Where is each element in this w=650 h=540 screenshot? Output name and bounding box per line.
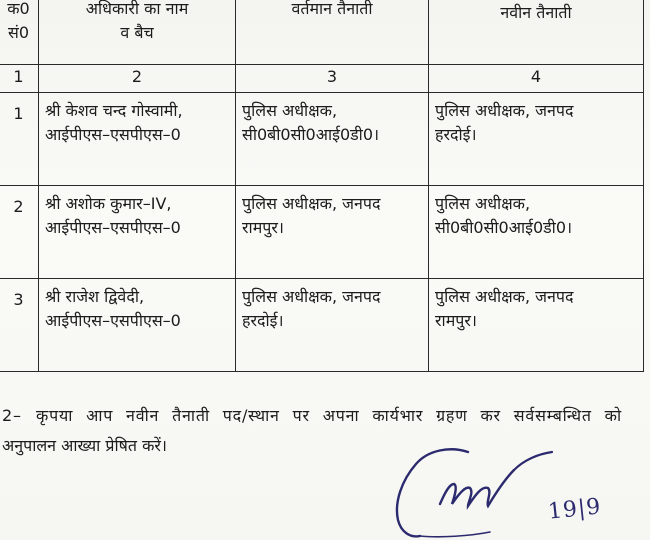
instruction-line1 (2, 401, 642, 431)
current-posting-line2: हरदोई। (242, 311, 284, 330)
header-new-posting (429, 0, 644, 65)
current-posting-cell (236, 93, 429, 186)
table-row (0, 279, 644, 372)
header-row (0, 0, 644, 65)
current-posting-cell (236, 279, 429, 372)
column-number: 4 (429, 65, 644, 93)
serial-number: 2 (0, 186, 39, 279)
new-posting-line2: हरदोई। (435, 125, 477, 144)
table-row (0, 93, 644, 186)
serial-number: 1 (0, 93, 39, 186)
officer-batch: आईपीएस–एसपीएस–0 (45, 125, 181, 144)
column-number: 1 (0, 65, 39, 93)
handwritten-signature (380, 440, 650, 540)
new-posting-cell (429, 279, 644, 372)
instruction-text-line2: अनुपालन आख्या प्रेषित करें। (2, 436, 167, 455)
new-posting-line1: पुलिस अधीक्षक, जनपद (435, 287, 574, 306)
new-posting-line2: सी0बी0सी0आई0डी0। (435, 218, 573, 237)
new-posting-line2: रामपुर। (435, 311, 477, 330)
column-number: 2 (39, 65, 236, 93)
header-officer-line2: व बैच (120, 23, 154, 42)
officer-cell (39, 279, 236, 372)
officer-name: श्री अशोक कुमार–IV, (45, 194, 172, 213)
header-officer-line1: अधिकारी का नाम (85, 0, 189, 18)
header-current-label: वर्तमान तैनाती (291, 0, 373, 18)
officer-name: श्री राजेश द्विवेदी, (45, 287, 145, 306)
current-posting-line1: पुलिस अधीक्षक, जनपद (242, 287, 381, 306)
header-current-posting (236, 0, 429, 65)
signature-date: 19|9 (546, 494, 603, 525)
instruction-text-line1: कृपया आप नवीन तैनाती पद/स्थान पर अपना कार्यभार ग्रहण कर सर्वसम्बन्धित को (36, 406, 622, 425)
table-row (0, 186, 644, 279)
header-officer (39, 0, 236, 65)
current-posting-line1: पुलिस अधीक्षक, जनपद (242, 194, 381, 213)
officer-name: श्री केशव चन्द गोस्वामी, (45, 101, 183, 120)
header-serial-number (0, 0, 39, 65)
officer-cell (39, 186, 236, 279)
new-posting-line1: पुलिस अधीक्षक, जनपद (435, 101, 574, 120)
officer-cell (39, 93, 236, 186)
header-serial-line1: क0 (7, 0, 30, 18)
header-new-label: नवीन तैनाती (500, 3, 572, 22)
instruction-number: 2– (2, 406, 22, 425)
column-number: 3 (236, 65, 429, 93)
new-posting-cell (429, 93, 644, 186)
header-serial-line2: सं0 (8, 23, 29, 42)
column-number-row (0, 65, 644, 93)
new-posting-line1: पुलिस अधीक्षक, (435, 194, 531, 213)
serial-number: 3 (0, 279, 39, 372)
current-posting-line2: सी0बी0सी0आई0डी0। (242, 125, 380, 144)
current-posting-line1: पुलिस अधीक्षक, (242, 101, 338, 120)
officer-batch: आईपीएस–एसपीएस–0 (45, 218, 181, 237)
current-posting-line2: रामपुर। (242, 218, 284, 237)
current-posting-cell (236, 186, 429, 279)
new-posting-cell (429, 186, 644, 279)
officer-batch: आईपीएस–एसपीएस–0 (45, 311, 181, 330)
